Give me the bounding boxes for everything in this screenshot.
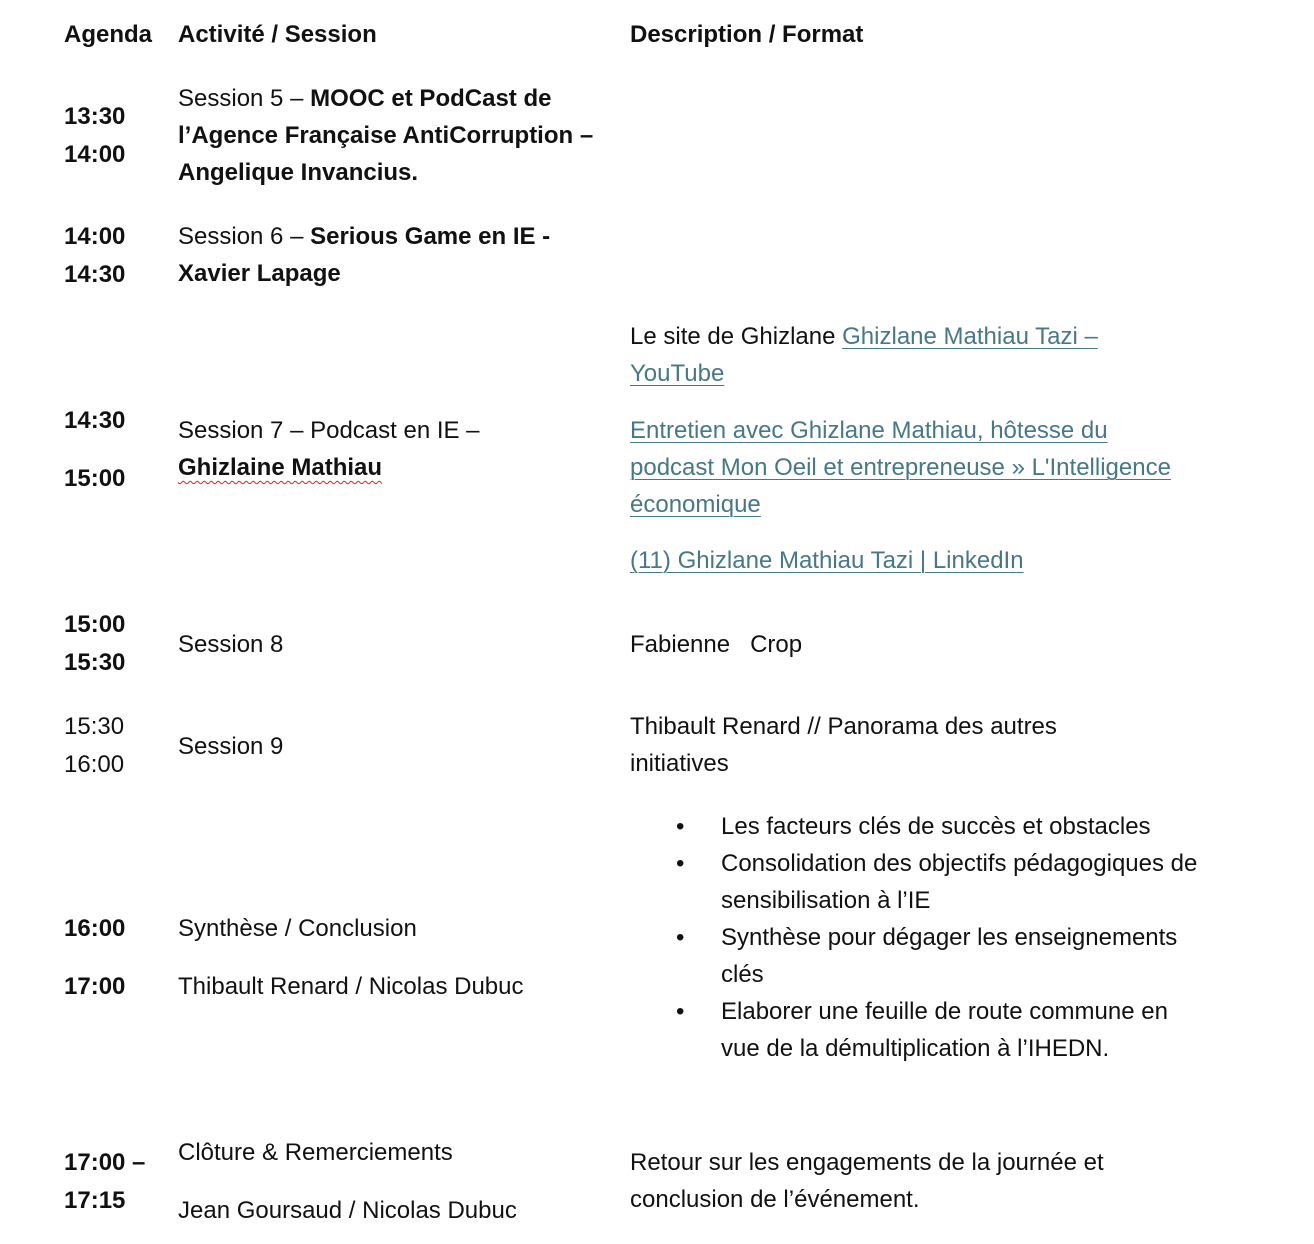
list-item: • Les facteurs clés de succès et obstacles [630, 808, 1211, 845]
time-start: 13:30 [64, 103, 126, 130]
header-description: Description / Format [630, 21, 864, 48]
closing-desc: Retour sur les engagements de la journée et conclusion de l’événement. [630, 1149, 1104, 1213]
time-start: 15:30 [64, 713, 125, 740]
time-start: 16:00 [64, 915, 126, 942]
time-start: 17:00 – [64, 1149, 146, 1176]
synthesis-title: Synthèse / Conclusion [178, 915, 417, 942]
time-end: 17:15 [64, 1187, 126, 1214]
session-5-title: MOOC et PodCast de l’Agence Française AntiCorruption – Angelique Invancius. [178, 85, 594, 186]
session-7-linkedin [630, 542, 1190, 579]
session-6: Session 6 – Serious Game en IE - Xavier Lapage [178, 223, 551, 287]
time-end: 15:00 [64, 465, 126, 492]
time-end: 14:00 [64, 141, 126, 168]
session-6-title: Serious Game en IE - Xavier Lapage [178, 223, 551, 287]
closing-title: Clôture & Remerciements [178, 1139, 453, 1166]
youtube-link[interactable]: Ghizlane Mathiau Tazi – YouTube [630, 323, 1098, 387]
session-5: Session 5 – MOOC et PodCast de l’Agence Française AntiCorruption – Angelique Invancius. [178, 85, 594, 186]
session-9-desc: Thibault Renard // Panorama des autres initiatives [630, 713, 1057, 777]
synthesis-speakers: Thibault Renard / Nicolas Dubuc [178, 973, 524, 1000]
closing-speakers: Jean Goursaud / Nicolas Dubuc [178, 1197, 517, 1224]
list-item: • Synthèse pour dégager les enseignements clés [630, 919, 1211, 993]
header-agenda: Agenda [64, 21, 153, 48]
synthesis-bullets [630, 808, 1211, 1067]
list-item: • Consolidation des objectifs pédagogiques de sensibilisation à l’IE [630, 845, 1211, 919]
time-end: 16:00 [64, 751, 125, 778]
interview-link[interactable]: Entretien avec Ghizlane Mathiau, hôtesse du podcast Mon Oeil et entrepreneuse » L'Intelligence économique [630, 417, 1171, 518]
time-start: 14:00 [64, 223, 126, 250]
session-8-desc: Fabienne Crop [630, 631, 803, 658]
time-start: 15:00 [64, 611, 126, 638]
session-7-title: Ghizlaine Mathiau [178, 454, 383, 481]
session-7-site: Le site de Ghizlane Ghizlane Mathiau Tazi – YouTube [630, 323, 1098, 387]
session-8: Session 8 [178, 631, 284, 658]
session-7: Session 7 – Podcast en IE – Ghizlaine Mathiau [178, 417, 480, 481]
time-end: 17:00 [64, 973, 126, 1000]
time-end: 14:30 [64, 261, 126, 288]
linkedin-link[interactable]: (11) Ghizlane Mathiau Tazi | LinkedIn [630, 547, 1024, 574]
header-activity: Activité / Session [178, 21, 377, 48]
session-7-interview [630, 412, 1190, 523]
time-end: 15:30 [64, 649, 126, 676]
list-item: • Elaborer une feuille de route commune en vue de la démultiplication à l’IHEDN. [630, 993, 1211, 1067]
time-start: 14:30 [64, 407, 126, 434]
session-9: Session 9 [178, 733, 284, 760]
